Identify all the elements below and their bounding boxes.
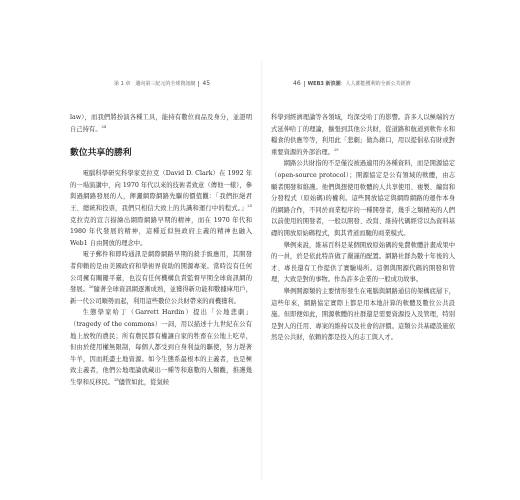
left-paragraph: 電腦科學研究科學家克拉克（David D. Clark）在 1992 年的一場演講中，向 1970 年代以來的技術者致意（傳他一樣），參與過網路發展的人，揮灑網際網路先驅的價值觀：「我們拒絕君王、總統和投票，我們只相信大致上的共識和運行中的程式。」$^{25}$克拉克的宣言描繪出網際網路早期的精神，而在 1970 年代和 1980 年代發展的精神，這種近似無政府主義的精神也融入 Web1 自由開放的理念中。 bbox=[70, 170, 252, 247]
left-paragraph: 生態學家哈丁（Garrett Hardin）提出「公地悲劇」（tragedy of the commons）一詞，用以描述十九世紀在公有地上放牧的農民；所有農民都有權讓自家的牲畜在公地上吃草，但由於使用權無限制，每個人都受到自身利益的驅使，努力趕著牛羊，因而耗盡土地資源。如今生態系最根本的主義者，也是極致主義者，他們公地理論就藏出一種等和進數的人類觀，推護幾生學和反移民。$^{28}$儘管如此，從氣候 bbox=[70, 309, 252, 386]
right-page bbox=[265, 0, 457, 500]
section-heading: 數位共享的勝利 bbox=[70, 148, 132, 159]
left-running-header bbox=[114, 80, 210, 87]
book-gutter bbox=[261, 60, 263, 480]
right-paragraph: 舉例來說，維基百科是某個開放原始碼的免費軟體計畫成果中的一員，於是依此特許做了嚴謹的配置。網路社群為數十年後的人才、專長還有工作提供了實驗場所。這個與開源代碼的開發和管理，大致是對的事物。作為許多企業的一般成功故事。 bbox=[271, 241, 455, 284]
right-running-header bbox=[293, 80, 411, 87]
left-paragraph: 電子郵件和即時通訊是網際網路早期的殺手級應用，其開發者仰賴的是由美國政府和學術界資助的開源專案。當時沒有任何公司擁有關鍵平臺，也沒有任何機構負責監督早期全球資訊網的發展。$^{26}$隨著全球資訊網逐漸成熟，並獲得新功能和數據庫用戶，新一代公司順勢而起，利用這些數位公共財帶來的商機獲利。 bbox=[70, 251, 253, 305]
right-continuation-paragraph: 科學到經濟理論等各領域，均深受哈丁的影響。許多人以極端的方式延伸哈丁的理論，擴張到其他公共財，從道路和航道到軟件水和糧食的供應等等，利用此「悲劇」做為藉口，用以提倡私有財或對重要資源的外部治理。$^{29}$ bbox=[271, 114, 455, 156]
header-separator bbox=[304, 81, 305, 87]
book-title: WEB3 新浪潮 bbox=[307, 81, 341, 87]
footnote-ref: 28 bbox=[114, 377, 119, 382]
left-body-text bbox=[70, 112, 252, 388]
footnote-ref: 25 bbox=[247, 203, 252, 208]
left-page-number: 45 bbox=[202, 80, 211, 87]
right-paragraph: 舉例開源類的主要情形發生在電腦與網路通信的架構底層下，這些年來，網路協定實際上都是用本地計算的軟體及數位公共設施。但即便如此，開源軟體的社群還是需要資源投入及管理，特別是對人的任用、專案的維持以及社會的評價。這類公共基礎設施依然是公共財，依賴的都是投入的志工與人才。 bbox=[271, 287, 455, 342]
header-separator bbox=[198, 81, 199, 87]
footnote-ref: 26 bbox=[89, 285, 94, 290]
right-page-number: 46 bbox=[293, 80, 301, 87]
left-continuation-paragraph: law），而我們將扮演各種工具，能持有數位商品及身分，並證明自己持有。$^{24}$ bbox=[70, 114, 252, 133]
book-subtitle: ：人人都能獲利的全新公共經濟 bbox=[340, 81, 411, 87]
right-body-text bbox=[271, 112, 455, 344]
left-chapter-title: 第 1 章 邁向第三紀元的全球資訊網 bbox=[114, 81, 196, 87]
left-page bbox=[70, 0, 260, 500]
footnote-ref: 24 bbox=[101, 124, 107, 129]
right-paragraph: 網路公共財指的不是僅沒被過適用的各種資料，而是開源協定（open-source protocol）；開源協定是公有領域的軟體，由志願者開發和維護。他們與想使用軟體的人共享使用、複製、編寫和分發程式（原始碼)的權利。這些開放協定與網際網路的運作本身的網路合作，不同於商業程序的一種開發者，幾乎之類精英的人們以前使用的開發者，一般以開發、改寫、維持代碼經常以為資料基礎的開放原始碼程式，與其背道而馳的商業模式。 bbox=[271, 160, 455, 237]
footnote-ref: 29 bbox=[333, 147, 339, 152]
